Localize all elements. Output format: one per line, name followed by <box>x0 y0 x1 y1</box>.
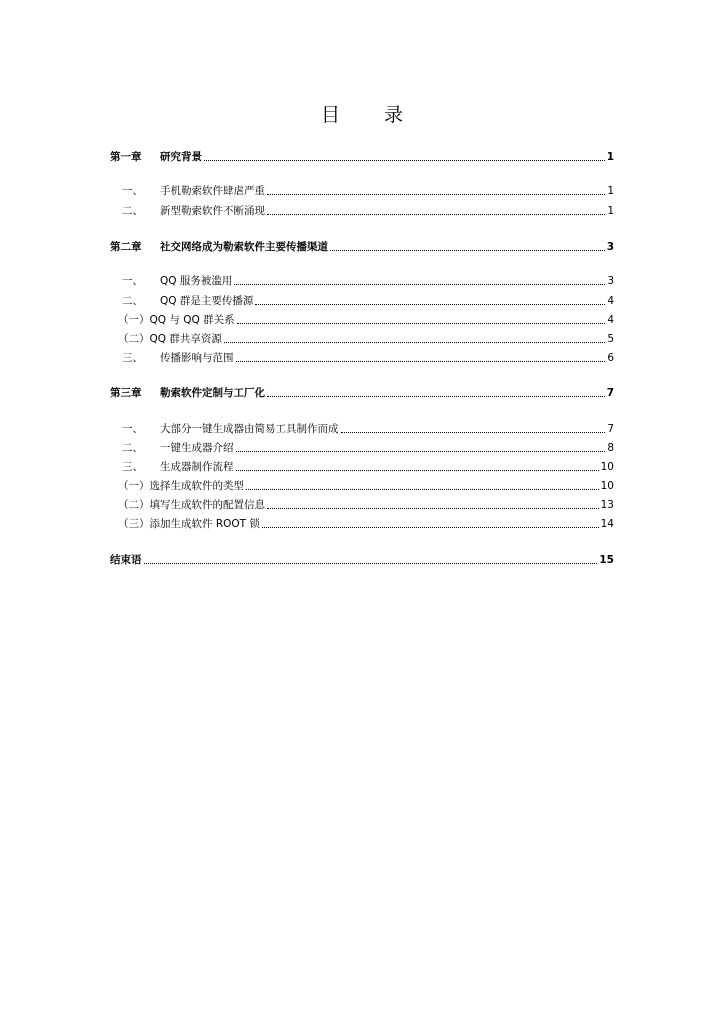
toc-entry-page: 1 <box>606 151 614 163</box>
toc-entry-number: （三） <box>118 518 150 530</box>
toc-entry-label: QQ 群共享资源 <box>149 333 222 345</box>
toc-entry-page: 6 <box>607 352 614 364</box>
toc-entry-page: 13 <box>600 499 614 511</box>
dot-leader <box>267 193 605 195</box>
toc-entry-number: 三、 <box>122 461 143 473</box>
toc-entry-label: 传播影响与范围 <box>160 352 234 364</box>
toc-entry-number: 第三章 <box>110 387 142 399</box>
toc-entry-label: 研究背景 <box>160 151 202 163</box>
toc-entry-page: 1 <box>607 205 614 217</box>
dot-leader <box>267 213 605 215</box>
toc-entry-section[interactable] <box>110 294 614 308</box>
dot-leader <box>267 507 599 509</box>
toc-title-char-1: 目 <box>320 104 340 126</box>
toc-entry-number: 一、 <box>122 185 143 197</box>
toc-title-char-2: 录 <box>384 104 404 126</box>
toc-entry-chapter-2[interactable] <box>110 240 614 254</box>
toc-entry-page: 5 <box>607 333 614 345</box>
dot-leader <box>330 249 605 251</box>
dot-leader <box>237 322 606 324</box>
toc-entry-number: 二、 <box>122 205 143 217</box>
toc-entry-page: 1 <box>607 185 614 197</box>
toc-entry-label: 添加生成软件 ROOT 锁 <box>149 518 260 530</box>
toc-entry-label: 一键生成器介绍 <box>160 442 234 454</box>
toc-title <box>0 100 724 127</box>
toc-entry-chapter-1[interactable] <box>110 150 614 164</box>
toc-entry-chapter-3[interactable] <box>110 386 614 400</box>
toc-entry-page: 3 <box>607 275 614 287</box>
toc-entry-page: 4 <box>607 295 614 307</box>
toc-entry-section[interactable] <box>110 422 614 436</box>
dot-leader <box>144 562 598 564</box>
toc-entry-number: （二） <box>118 333 150 345</box>
toc-entry-label: 选择生成软件的类型 <box>149 480 244 492</box>
toc-entry-page: 10 <box>600 461 614 473</box>
dot-leader <box>236 450 606 452</box>
toc-entry-page: 14 <box>600 518 614 530</box>
toc-entry-number: 第一章 <box>110 151 142 163</box>
toc-entry-number: 二、 <box>122 295 143 307</box>
toc-entry-section[interactable] <box>110 184 614 198</box>
toc-entry-number: （二） <box>118 499 150 511</box>
toc-entry-subsection[interactable] <box>110 498 614 512</box>
dot-leader <box>267 395 605 397</box>
toc-entry-page: 10 <box>600 480 614 492</box>
dot-leader <box>236 360 606 362</box>
toc-entry-number: 一、 <box>122 423 143 435</box>
toc-entry-label: 勒索软件定制与工厂化 <box>160 387 265 399</box>
toc-entry-page: 7 <box>606 387 614 399</box>
toc-entry-label: QQ 与 QQ 群关系 <box>149 314 235 326</box>
dot-leader <box>236 469 599 471</box>
toc-entry-number: 三、 <box>122 352 143 364</box>
toc-entry-subsection[interactable] <box>110 313 614 327</box>
toc-entry-page: 8 <box>607 442 614 454</box>
toc-entry-number: 一、 <box>122 275 143 287</box>
toc-entry-page: 4 <box>607 314 614 326</box>
toc-entry-page: 7 <box>607 423 614 435</box>
dot-leader <box>341 431 606 433</box>
toc-entry-label: 手机勒索软件肆虐严重 <box>160 185 265 197</box>
toc-entry-section[interactable] <box>110 274 614 288</box>
dot-leader <box>255 303 605 305</box>
toc-entry-section[interactable] <box>110 351 614 365</box>
toc-entry-section[interactable] <box>110 460 614 474</box>
toc-entry-page: 3 <box>606 241 614 253</box>
toc-entry-subsection[interactable] <box>110 517 614 531</box>
dot-leader <box>246 488 599 490</box>
toc-entry-subsection[interactable] <box>110 479 614 493</box>
toc-entry-conclusion[interactable] <box>110 553 614 567</box>
toc-entry-label: 社交网络成为勒索软件主要传播渠道 <box>160 241 328 253</box>
toc-entry-section[interactable] <box>110 204 614 218</box>
toc-entry-label: 大部分一键生成器由简易工具制作而成 <box>160 423 339 435</box>
dot-leader <box>224 341 605 343</box>
dot-leader <box>262 526 599 528</box>
toc-entry-page: 15 <box>599 554 614 566</box>
toc-entry-number: （一） <box>118 314 150 326</box>
toc-entry-label: 生成器制作流程 <box>160 461 234 473</box>
toc-entry-number: 二、 <box>122 442 143 454</box>
toc-entry-label: 结束语 <box>110 554 142 566</box>
toc-entry-label: 填写生成软件的配置信息 <box>149 499 265 511</box>
toc-entry-number: （一） <box>118 480 150 492</box>
dot-leader <box>204 159 605 161</box>
toc-entry-label: QQ 服务被滥用 <box>160 275 233 287</box>
toc-entry-label: QQ 群是主要传播源 <box>160 295 254 307</box>
toc-entry-number: 第二章 <box>110 241 142 253</box>
toc-entry-section[interactable] <box>110 441 614 455</box>
dot-leader <box>234 283 605 285</box>
toc-entry-label: 新型勒索软件不断涌现 <box>160 205 265 217</box>
toc-entry-subsection[interactable] <box>110 332 614 346</box>
